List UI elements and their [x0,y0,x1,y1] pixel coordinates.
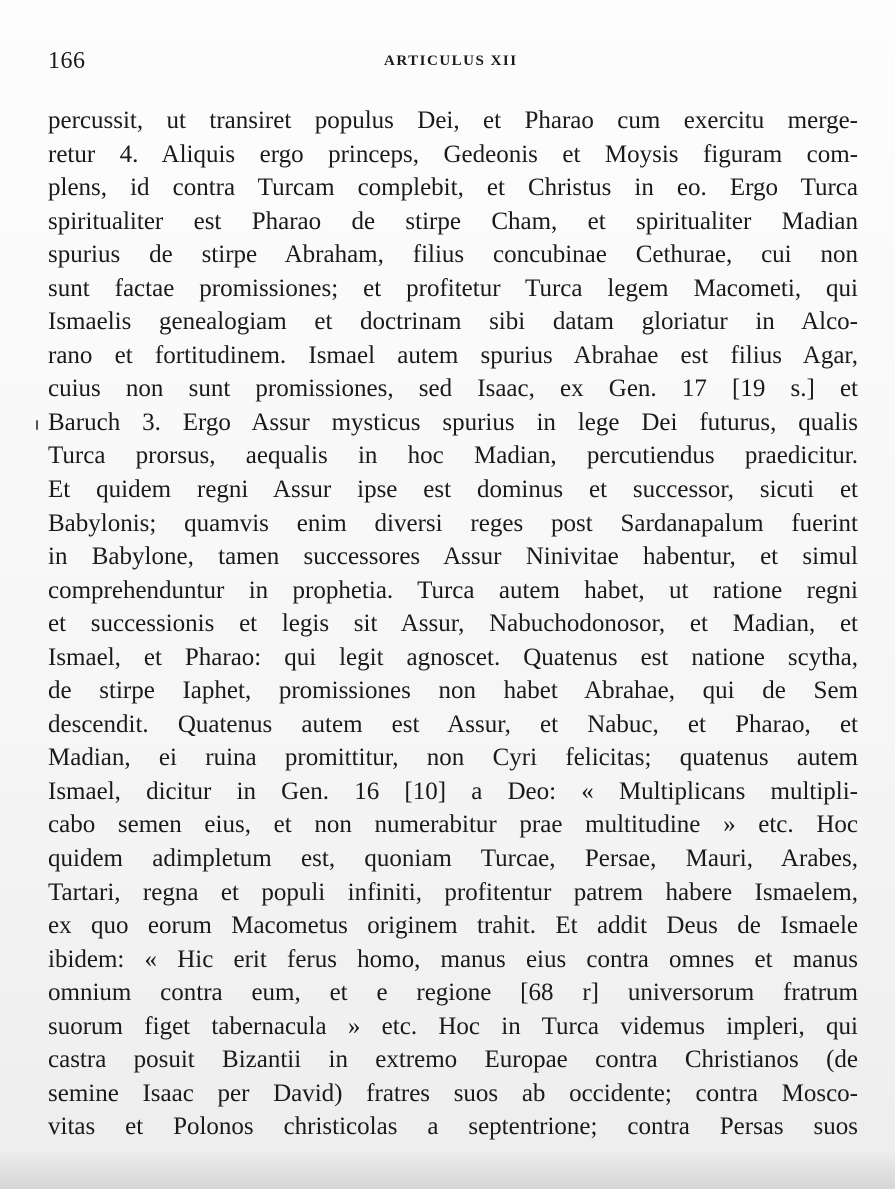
running-head: ARTICULUS XII [384,53,518,69]
text-line: omnium contra eum, et e regione [68 r] universorum fratrum [48,979,858,1007]
text-line: Ismael, et Pharao: qui legit agnoscet. Quatenus est natione scytha, [48,643,858,671]
text-line: castra posuit Bizantii in extremo Europae contra Christianos (de [48,1046,858,1074]
text-line: spiritualiter est Pharao de stirpe Cham, et spiritualiter Madian [48,207,858,235]
text-line: sunt factae promissiones; et profitetur Turca legem Macometi, qui [48,274,858,302]
text-line: suorum figet tabernacula » etc. Hoc in Turca videmus impleri, qui [48,1012,858,1040]
text-line: Turca prorsus, aequalis in hoc Madian, percutiendus praedicitur. [48,442,858,470]
text-line: Madian, ei ruina promittitur, non Cyri felicitas; quatenus autem [48,744,858,772]
text-line: in Babylone, tamen successores Assur Ninivitae habentur, et simul [48,543,858,571]
text-line: Baruch 3. Ergo Assur mysticus spurius in lege Dei futurus, qualis [48,408,858,436]
scan-shadow [0,1150,895,1189]
body-text [48,104,858,1144]
text-line: spurius de stirpe Abraham, filius concubinae Cethurae, cui non [48,241,858,269]
text-line: rano et fortitudinem. Ismael autem spurius Abrahae est filius Agar, [48,341,858,369]
scan-speck [36,420,38,430]
text-line: de stirpe Iaphet, promissiones non habet Abrahae, qui de Sem [48,677,858,705]
text-line: comprehenduntur in prophetia. Turca autem habet, ut ratione regni [48,576,858,604]
text-line: Et quidem regni Assur ipse est dominus et successor, sicuti et [48,476,858,504]
text-line: Babylonis; quamvis enim diversi reges post Sardanapalum fuerint [48,509,858,537]
text-line: vitas et Polonos christicolas a septentrione; contra Persas suos [48,1113,858,1141]
text-line: cabo semen eius, et non numerabitur prae multitudine » etc. Hoc [48,811,858,839]
text-line: ibidem: « Hic erit ferus homo, manus eius contra omnes et manus [48,945,858,973]
text-line: ex quo eorum Macometus originem trahit. Et addit Deus de Ismaele [48,912,858,940]
page-number: 166 [48,48,86,74]
text-line: percussit, ut transiret populus Dei, et Pharao cum exercitu merge- [48,107,858,134]
text-line: descendit. Quatenus autem est Assur, et Nabuc, et Pharao, et [48,710,858,738]
text-line: Ismael, dicitur in Gen. 16 [10] a Deo: « Multiplicans multipli- [48,777,858,805]
text-line: cuius non sunt promissiones, sed Isaac, ex Gen. 17 [19 s.] et [48,375,858,403]
page-header [48,48,858,80]
text-line: Tartari, regna et populi infiniti, profitentur patrem habere Ismaelem, [48,878,858,906]
text-line: retur 4. Aliquis ergo princeps, Gedeonis et Moysis figuram com- [48,140,858,168]
text-line: Ismaelis genealogiam et doctrinam sibi datam gloriatur in Alco- [48,308,858,336]
text-line: quidem adimpletum est, quoniam Turcae, Persae, Mauri, Arabes, [48,845,858,873]
text-line: et successionis et legis sit Assur, Nabuchodonosor, et Madian, et [48,610,858,638]
text-line: plens, id contra Turcam complebit, et Christus in eo. Ergo Turca [48,174,858,202]
text-line: semine Isaac per David) fratres suos ab occidente; contra Mosco- [48,1079,858,1107]
